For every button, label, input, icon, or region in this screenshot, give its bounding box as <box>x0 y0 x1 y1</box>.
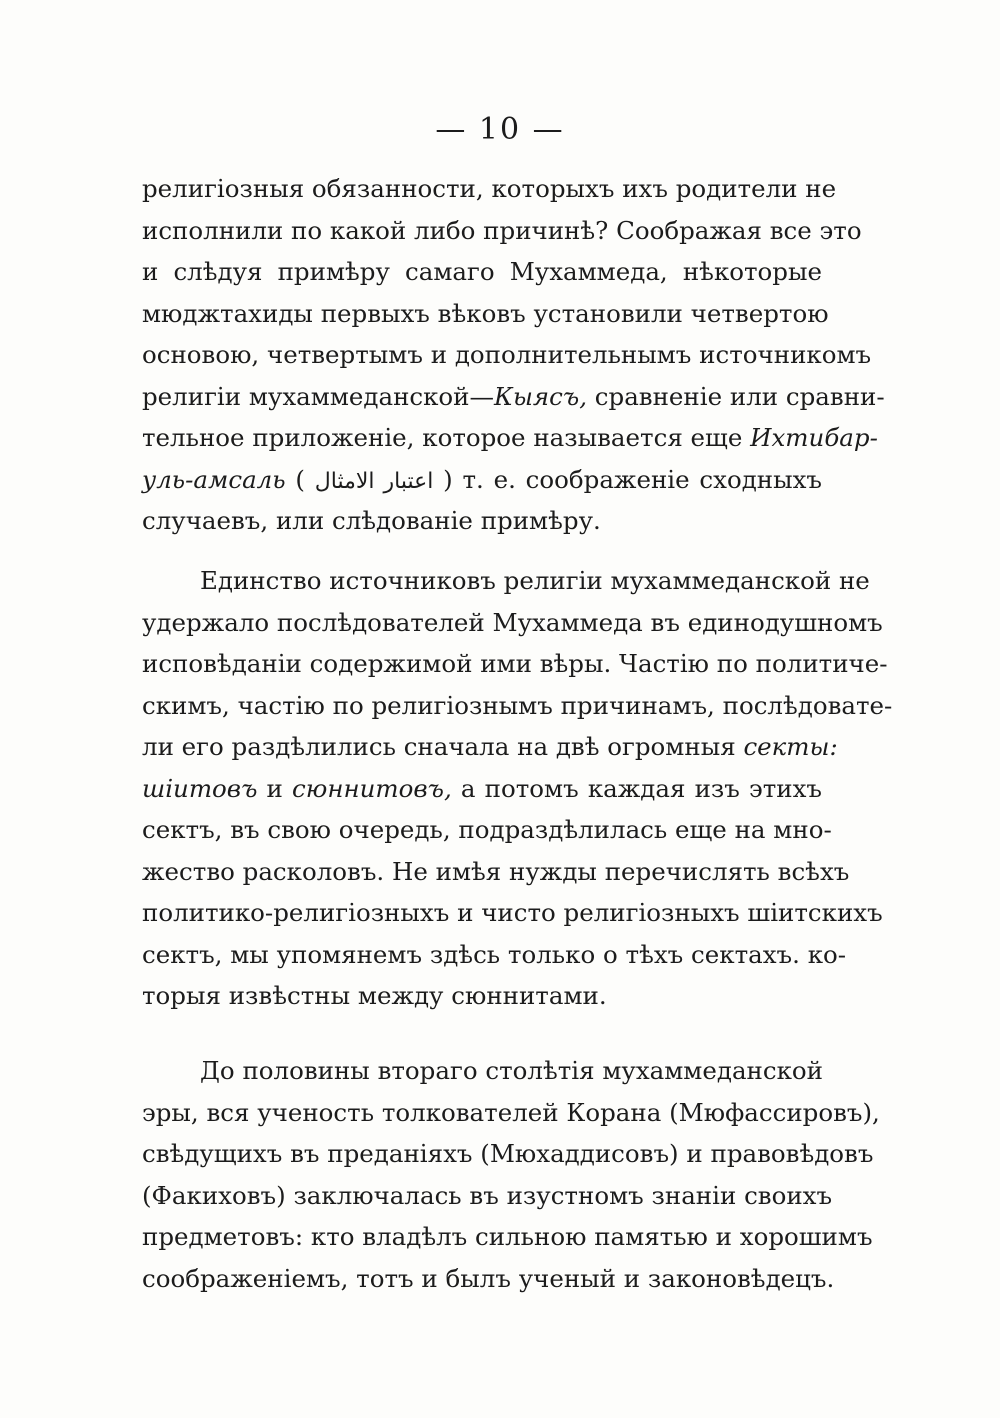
paragraph-3 <box>142 1050 880 1299</box>
text-line <box>142 459 822 501</box>
text-segment: а потомъ каждая изъ этихъ <box>451 773 823 803</box>
text-segment: ) т. е. соображеніе сходныхъ <box>433 464 823 494</box>
text-line: сектъ, мы упомянемъ здѣсь только о тѣхъ сектахъ. ко- <box>142 939 847 969</box>
paragraph-2 <box>142 560 893 1017</box>
italic-term: Ихтибар- <box>750 423 878 452</box>
text-line: эры, вся ученость толкователей Корана (Мюфассировъ), <box>142 1097 880 1127</box>
paragraph-1 <box>142 168 885 542</box>
italic-term: Кыясъ, <box>494 381 587 411</box>
text-line: исполнили по какой либо причинѣ? Соображая все это <box>142 215 862 245</box>
arabic-term: اعتبار الامثال <box>314 468 434 494</box>
text-segment: ли его раздѣлились сначала на двѣ огромныя <box>142 732 744 761</box>
text-line: случаевъ, или слѣдованіе примѣру. <box>142 506 601 535</box>
text-line: политико-религіозныхъ и чисто религіозныхъ шіитскихъ <box>142 898 883 927</box>
text-line: и слѣдуя примѣру самаго Мухаммеда, нѣкоторые <box>142 257 822 286</box>
text-line: свѣдущихъ въ преданіяхъ (Мюхаддисовъ) и правовѣдовъ <box>142 1139 874 1168</box>
text-segment: и <box>257 773 293 803</box>
page-number: — 10 — <box>435 112 565 147</box>
text-line <box>142 376 885 418</box>
text-line <box>142 417 878 459</box>
text-line: религіозныя обязанности, которыхъ ихъ родители не <box>142 174 837 203</box>
text-line: удержало послѣдователей Мухаммеда въ единодушномъ <box>142 607 883 637</box>
italic-term: шіитовъ <box>142 773 258 803</box>
text-segment: тельное приложеніе, которое называется еще <box>142 423 751 452</box>
italic-term: секты: <box>743 732 838 761</box>
text-line: сектъ, въ свою очередь, подраздѣлилась еще на мно- <box>142 815 832 844</box>
italic-term: уль-амсаль <box>142 464 286 494</box>
text-segment: религіи мухаммеданской— <box>142 381 495 411</box>
text-line: (Факиховъ) заключалась въ изустномъ знаніи своихъ <box>142 1180 833 1210</box>
text-line: исповѣданіи содержимой ими вѣры. Частію по политиче- <box>142 649 888 678</box>
text-line <box>142 768 822 810</box>
text-line: торыя извѣстны между сюннитами. <box>142 981 607 1010</box>
text-line: предметовъ: кто владѣлъ сильною памятью и хорошимъ <box>142 1222 873 1251</box>
text-line: основою, четвертымъ и дополнительнымъ источникомъ <box>142 340 872 369</box>
text-line: скимъ, частію по религіознымъ причинамъ, послѣдовате- <box>142 690 893 720</box>
italic-term: сюннитовъ, <box>292 773 452 803</box>
text-line <box>142 726 838 768</box>
text-segment: сравненіе или сравни- <box>587 381 885 411</box>
text-segment: ( <box>285 464 315 494</box>
text-line: мюджтахиды первыхъ вѣковъ установили четвертою <box>142 298 829 328</box>
text-line: Единство источниковъ религіи мухаммеданской не <box>200 566 870 595</box>
text-line: жество расколовъ. Не имѣя нужды перечислять всѣхъ <box>142 856 850 886</box>
text-line: До половины втораго столѣтія мухаммеданской <box>200 1056 823 1085</box>
text-line: соображеніемъ, тотъ и былъ ученый и законовѣдецъ. <box>142 1263 835 1293</box>
